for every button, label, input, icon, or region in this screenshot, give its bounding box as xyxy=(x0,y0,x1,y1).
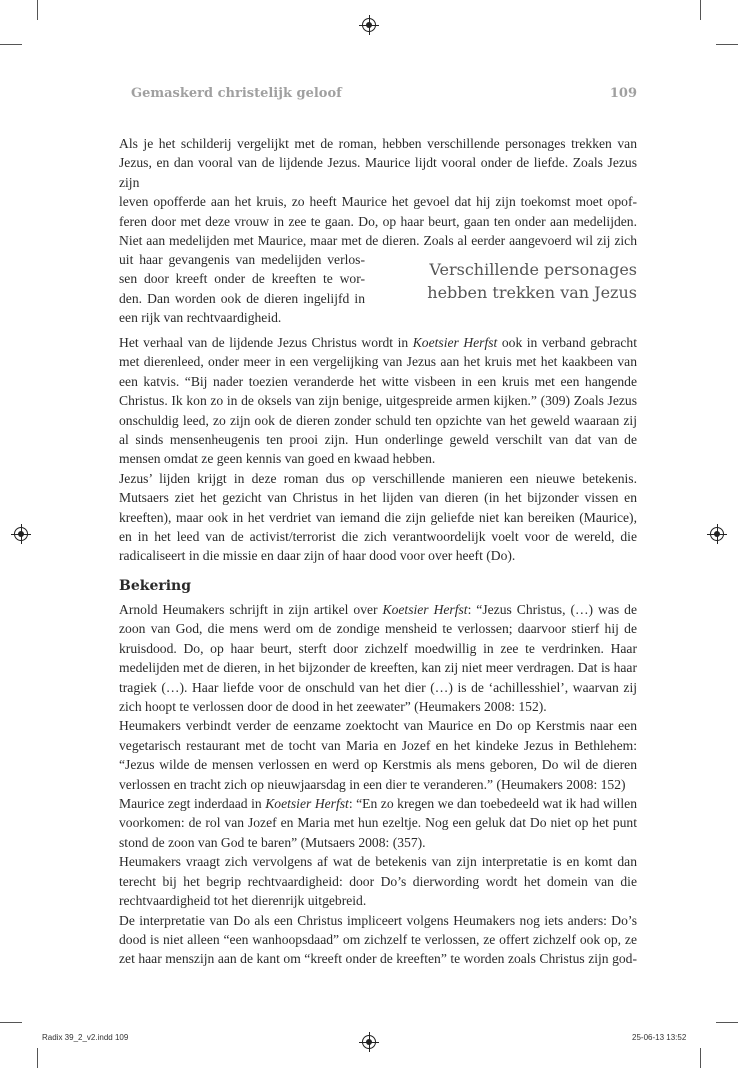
section-heading: Bekering xyxy=(119,578,192,594)
crop-mark xyxy=(0,1022,22,1023)
text-run: : “En zo kregen we dan toebedeeld wat ik had willen voorkomen: de rol van Jozef en Maria met hun ezeltje. Nog een geluk dat Do niet op het punt stond de zoon van God te baren” (Mutsaers 2008: (357). xyxy=(119,796,637,850)
crop-mark xyxy=(716,1022,738,1023)
section-body xyxy=(119,600,637,969)
text-run: Arnold Heumakers schrijft in zijn artikel over xyxy=(119,602,383,617)
paragraph xyxy=(119,794,637,852)
text-line: feren door met deze vrouw in zee te gaan. Do, op haar beurt, gaan ten onder aan medelijden. xyxy=(119,213,637,229)
book-title-italic: Koetsier Herfst xyxy=(412,335,498,350)
crop-mark xyxy=(700,1048,701,1068)
book-title-italic: Koetsier Herfst xyxy=(382,602,468,617)
text-run: ook in verband gebracht met dierenleed, onder meer in een vergelijking van Jezus aan het kruis met het kaakbeen van een katvis. “Bij nader toezien veranderde het witte visbeen in een kruis met een hangende Christus. Ik kon zo in de oksels van zijn benige, uitgespreide armen kijken.” (309) Zoals Jezus onschuldig leed, zo zijn ook de dieren zonder schuld ten opzichte van het geweld waaraan zij al sinds mensenheugenis ten prooi zijn. Hun onderlinge geweld verschilt van dat van de mensen omdat ze geen kennis van goed en kwaad hebben. xyxy=(119,335,638,467)
text-line: uit haar gevangenis van medelijden verlos- xyxy=(119,252,365,267)
page-number: 109 xyxy=(609,86,637,101)
text-line: Jezus, en dan vooral van de lijdende Jezus. Maurice lijdt vooral onder de liefde. Zoals Jezus zijn xyxy=(119,155,637,190)
running-head-title: Gemaskerd christelijk geloof xyxy=(131,86,342,101)
paragraph-1-wrap xyxy=(119,250,365,328)
text-run: Het verhaal van de lijdende Jezus Christus wordt in xyxy=(119,335,413,350)
pull-quote-line: Verschillende personages xyxy=(429,260,637,279)
paragraph-2 xyxy=(119,333,637,566)
registration-mark-icon xyxy=(14,527,28,541)
text-line: Niet aan medelijden met Maurice, maar met de dieren. Zoals al eerder aangevoerd wil zij zich xyxy=(119,233,637,249)
slug-file: Radix 39_2_v2.indd 109 xyxy=(42,1033,129,1042)
pull-quote xyxy=(392,258,637,304)
pull-quote-line: hebben trekken van Jezus xyxy=(427,283,637,302)
paragraph: Heumakers vraagt zich vervolgens af wat de betekenis van zijn interpretatie is en komt dan terecht bij het begrip rechtvaardigheid: door Do’s dierwording wordt het domein van die rechtvaardigheid tot het dierenrijk uitgebreid. xyxy=(119,854,637,909)
paragraph: Heumakers verbindt verder de eenzame zoektocht van Maurice en Do op Kerstmis naar een vegetarisch restaurant met de tocht van Maria en Jozef en het kindeke Jezus in Bethlehem: “Jezus wilde de mensen verlossen en werd op Kerstmis als mens geboren, Do wil de dieren verlossen en tracht zich op nieuwjaarsdag in een dier te veranderen.” (Heumakers 2008: 152) xyxy=(119,718,637,792)
text-run: : “Jezus Christus, (…) was de zoon van God, die mens werd om de zondige mensheid te verlossen; daarvoor stierf hij de kruisdood. Do, op haar beurt, sterft door zichzelf moedwillig in zee te verdrinken. Haar medelijden met de dieren, in het bijzonder de kreeften, kan zij niet meer verdragen. Dat is haar tragiek (…). Haar liefde voor de onschuld van het dier (…) is de ‘achillesshiel’, waarvan zij zich hoopt te verlossen door de dood in het zeewater” (Heumakers 2008: 152). xyxy=(119,602,637,715)
text-line: Als je het schilderij vergelijkt met de roman, hebben verschillende personages trekken van xyxy=(119,136,637,151)
paragraph-1 xyxy=(119,134,637,250)
crop-mark xyxy=(0,44,22,45)
registration-mark-icon xyxy=(362,18,376,32)
text-line: een rijk van rechtvaardigheid. xyxy=(119,310,282,326)
paragraph xyxy=(119,600,637,716)
crop-mark xyxy=(716,44,738,45)
registration-mark-icon xyxy=(710,527,724,541)
paragraph: Jezus’ lijden krijgt in deze roman dus op verschillende manieren een nieuwe betekenis. Mutsaers ziet het gezicht van Christus in het lijden van dieren (in het bijzonder vissen en kreeften), maar ook in het verdriet van iemand die zijn geliefde niet kan bereiken (Maurice), en in het leed van de activist/terrorist die zich verantwoordelijk voelt voor de wereld, die radicaliseert in die missie en daar zijn of haar dood voor over heeft (Do). xyxy=(119,470,637,564)
running-head xyxy=(131,86,637,101)
text-line: leven opofferde aan het kruis, zo heeft Maurice het gevoel dat hij zijn toekomst moet opof- xyxy=(119,194,637,210)
crop-mark xyxy=(37,1048,38,1068)
text-line: den. Dan worden ook de dieren ingelijfd in xyxy=(119,290,365,306)
slug-date: 25-06-13 13:52 xyxy=(632,1033,687,1042)
crop-mark xyxy=(37,0,38,20)
paragraph: De interpretatie van Do als een Christus impliceert volgens Heumakers nog iets anders: Do’s dood is niet alleen “een wanhoopsdaad” om zichzelf te verlossen, ze offert zichzelf ook op, ze zet haar menszijn aan de kant om “kreeft onder de kreeften” te worden zoals Christus zijn god- xyxy=(119,912,637,967)
book-title-italic: Koetsier Herfst xyxy=(265,796,349,812)
registration-mark-icon xyxy=(362,1035,376,1049)
text-line: sen door kreeft onder de kreeften te wor- xyxy=(119,271,365,287)
text-run: Maurice zegt inderdaad in xyxy=(119,796,266,812)
paragraph xyxy=(119,333,637,469)
crop-mark xyxy=(700,0,701,20)
